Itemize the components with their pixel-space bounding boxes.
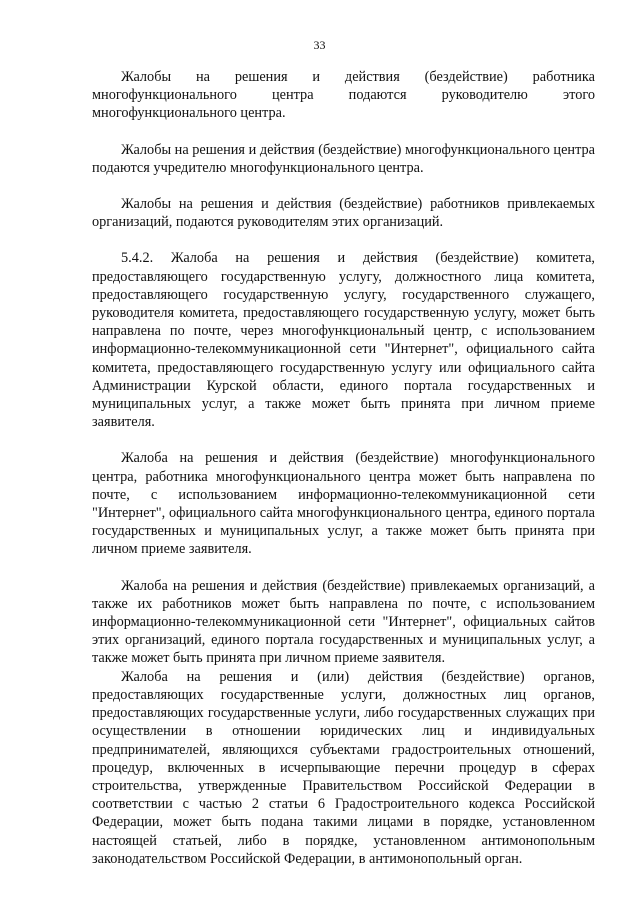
paragraph-mfc-complaints: Жалобы на решения и действия (бездействие) многофункционального центра подаются учредителю многофункционального центра. xyxy=(92,141,595,176)
paragraph-spacer xyxy=(92,231,595,249)
paragraph-organization-employee-complaints: Жалобы на решения и действия (бездействие) работников привлекаемых организаций, подаются руководителям этих организаций. xyxy=(92,196,595,231)
paragraph-spacer xyxy=(92,559,595,577)
paragraph-antimonopoly-submission: Жалоба на решения и (или) действия (бездействие) органов, предоставляющих государственные услуги, должностных лиц органов, предоставляющих государственные услуги, либо государственных служащих при осуществлении в отношении юридических лиц и индивидуальных предпринимателей, являющихся субъектами градостроительных отношений, процедур, включенных в исчерпывающие перечни процедур в сферах строительства, утвержденные Правительством Российской Федерации в соответствии с частью 2 статьи 6 Градостроительного кодекса Российской Федерации, может быть подана такими лицами в порядке, установленном настоящей статьей, либо в порядке, установленном антимонопольным законодательством Российской Федерации, в антимонопольный орган. xyxy=(92,668,595,867)
paragraph-spacer xyxy=(92,123,595,141)
paragraph-mfc-employee-complaints: Жалобы на решения и действия (бездействие) работника многофункционального центра подаются руководителю этого многофункционального центра. xyxy=(92,69,595,122)
paragraph-mfc-submission: Жалоба на решения и действия (бездействие) многофункционального центра, работника многофункционального центра может быть направлена по почте, с использованием информационно-телекоммуникационной сети "Интернет", официального сайта многофункционального центра, единого портала государственных и муниципальных услуг, а также может быть принята при личном приеме заявителя. xyxy=(92,450,595,558)
page-number: 33 xyxy=(313,38,326,52)
paragraph-organization-submission: Жалоба на решения и действия (бездействие) привлекаемых организаций, а также их работников может быть направлена по почте, с использованием информационно-телекоммуникационной сети "Интернет", официальных сайтов этих организаций, единого портала государственных и муниципальных услуг, а также может быть принята при личном приеме заявителя. xyxy=(92,577,595,667)
document-body xyxy=(92,68,595,868)
paragraph-spacer xyxy=(92,431,595,449)
paragraph-5-4-2: 5.4.2. Жалоба на решения и действия (бездействие) комитета, предоставляющего государственную услугу, должностного лица комитета, предоставляющего государственную услугу, государственного служащего, руководителя комитета, предоставляющего государственную услугу, может быть направлена по почте, через многофункциональный центр, с использованием информационно-телекоммуникационной сети "Интернет", официального сайта комитета, предоставляющего государственную услугу или официального сайта Администрации Курской области, единого портала государственных и муниципальных услуг, а также может быть принята при личном приеме заявителя. xyxy=(92,250,595,431)
paragraph-spacer xyxy=(92,177,595,195)
